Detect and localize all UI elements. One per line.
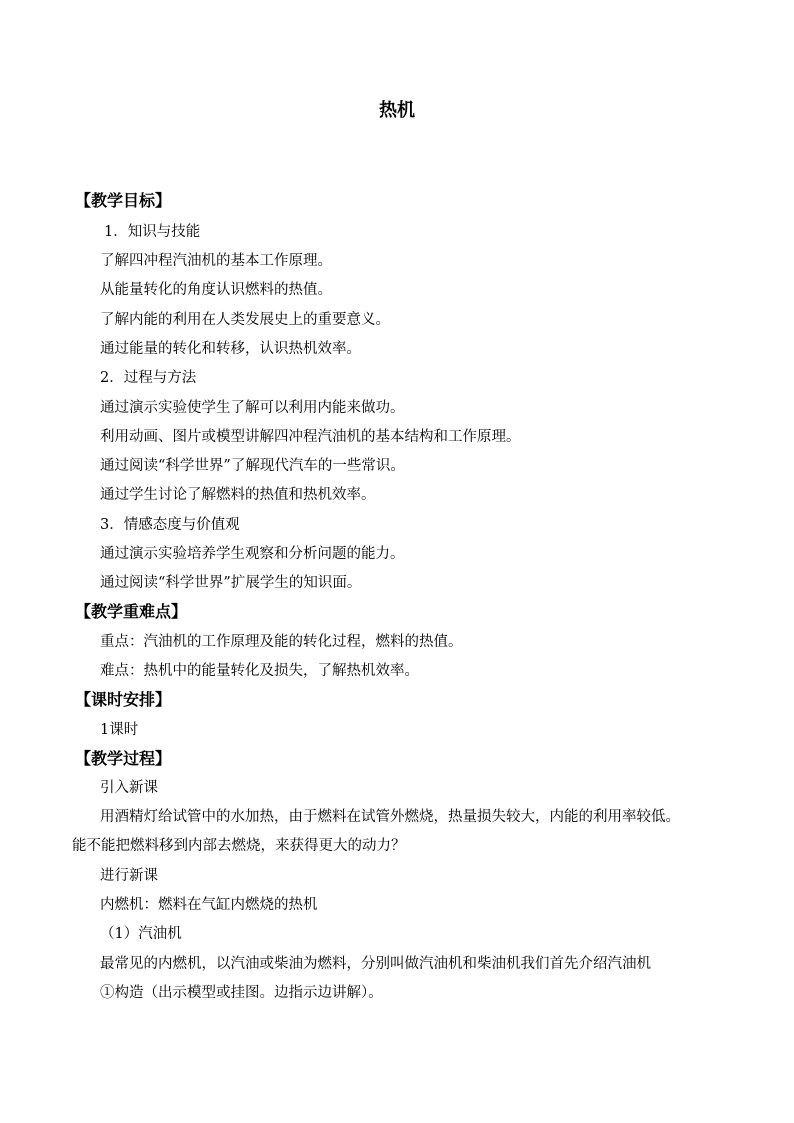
section-heading-schedule: 【课时安排】 <box>75 690 172 709</box>
paragraph: 通过阅读“科学世界”扩展学生的知识面。 <box>100 575 362 591</box>
paragraph: 内燃机：燃料在气缸内燃烧的热机 <box>100 897 318 913</box>
subsection-heading: 3．情感态度与价值观 <box>100 517 240 533</box>
paragraph: 引入新课 <box>100 780 158 796</box>
document-title: 热机 <box>379 100 415 121</box>
paragraph: 通过能量的转化和转移，认识热机效率。 <box>100 341 361 357</box>
paragraph: 能不能把燃料移到内部去燃烧，来获得更大的动力？ <box>72 838 406 854</box>
subsection-heading: 2．过程与方法 <box>100 370 197 386</box>
paragraph: ①构造（出示模型或挂图。边指示边讲解）。 <box>100 985 383 1001</box>
paragraph: 从能量转化的角度认识燃料的热值。 <box>100 282 332 298</box>
paragraph: 重点：汽油机的工作原理及能的转化过程，燃料的热值。 <box>100 634 463 650</box>
paragraph: 进行新课 <box>100 868 158 884</box>
paragraph: 了解内能的利用在人类发展史上的重要意义。 <box>100 312 390 328</box>
paragraph: 最常见的内燃机，以汽油或柴油为燃料，分别叫做汽油机和柴油机我们首先介绍汽油机 <box>100 956 651 972</box>
paragraph: 通过演示实验培养学生观察和分析问题的能力。 <box>100 546 405 562</box>
paragraph: 了解四冲程汽油机的基本工作原理。 <box>100 253 332 269</box>
section-heading-objectives: 【教学目标】 <box>75 191 172 210</box>
paragraph: 通过阅读“科学世界”了解现代汽车的一些常识。 <box>100 458 405 474</box>
paragraph: 通过演示实验使学生了解可以利用内能来做功。 <box>100 400 405 416</box>
paragraph: 难点：热机中的能量转化及损失，了解热机效率。 <box>100 663 419 679</box>
paragraph: 通过学生讨论了解燃料的热值和热机效率。 <box>100 487 376 503</box>
paragraph: 利用动画、图片或模型讲解四冲程汽油机的基本结构和工作原理。 <box>100 429 521 445</box>
subsection-heading: 1．知识与技能 <box>104 224 201 240</box>
paragraph: 1课时 <box>100 722 139 738</box>
subsection-heading: （1）汽油机 <box>100 926 182 942</box>
section-heading-key-points: 【教学重难点】 <box>75 602 188 621</box>
paragraph: 用酒精灯给试管中的水加热，由于燃料在试管外燃烧，热量损失较大，内能的利用率较低。 <box>100 809 680 825</box>
section-heading-process: 【教学过程】 <box>75 749 172 768</box>
